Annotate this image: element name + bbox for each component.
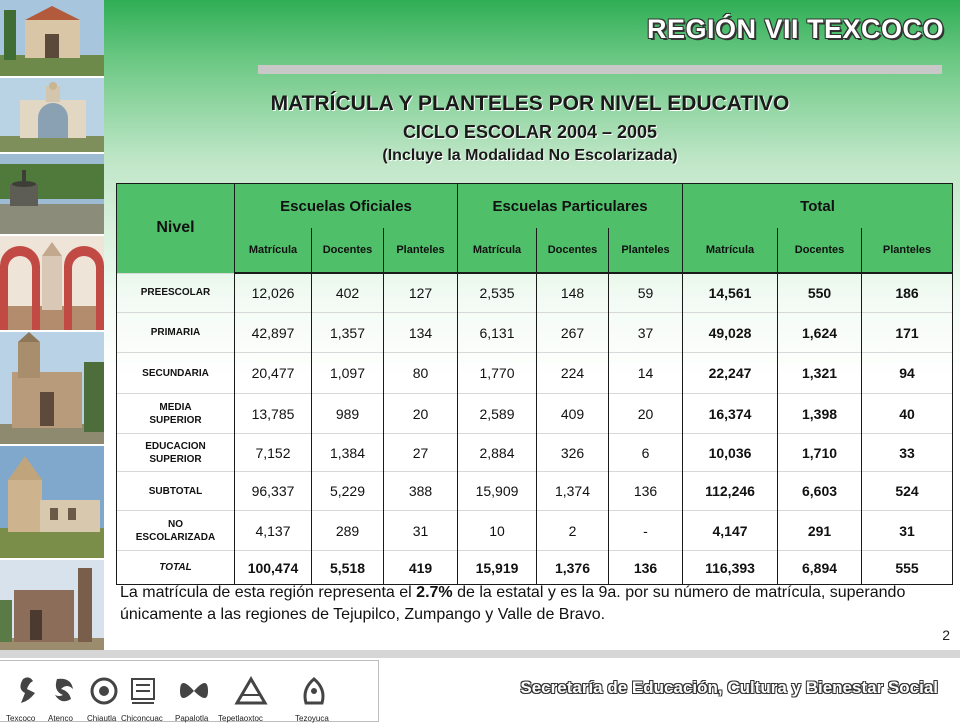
row-label-line: SUPERIOR (149, 453, 202, 465)
ruins-photo (0, 560, 104, 662)
share-percentage: 2.7% (416, 584, 453, 601)
region-title: REGIÓN VII TEXCOCO (646, 14, 944, 44)
row-label-line: SECUNDARIA (142, 367, 209, 379)
table-cell: 326 (537, 434, 609, 472)
summary-note-text: La matrícula de esta región representa el (120, 584, 417, 601)
table-row (117, 551, 953, 585)
row-label-line: MEDIA (159, 401, 192, 413)
group-header-total: Total (683, 184, 953, 229)
column-header: Matrícula (235, 228, 312, 273)
table-cell: 20,477 (235, 353, 312, 394)
summary-note (120, 582, 960, 626)
cathedral-photo (0, 332, 104, 446)
table-cell: 6 (609, 434, 683, 472)
tezoyuca-glyph-icon (296, 675, 332, 707)
table-cell: 14,561 (683, 273, 778, 313)
ministry-name: Secretaría de Educación, Cultura y Bienestar Social (520, 678, 938, 697)
table-cell: 1,398 (778, 394, 862, 434)
table-cell: 2 (537, 511, 609, 551)
table-cell: 2,589 (458, 394, 537, 434)
table-cell: 1,321 (778, 353, 862, 394)
table-cell: 267 (537, 313, 609, 353)
church-photo-1 (0, 0, 104, 78)
table-cell: - (609, 511, 683, 551)
row-label (117, 472, 235, 511)
page-number: 2 (942, 627, 950, 643)
table-cell: 409 (537, 394, 609, 434)
table-cell: 419 (384, 551, 458, 585)
table-cell: 112,246 (683, 472, 778, 511)
school-cycle-subtitle: CICLO ESCOLAR 2004 – 2005 (402, 122, 658, 142)
tepetlaoxtoc-glyph-icon (233, 675, 269, 707)
table-cell: 134 (384, 313, 458, 353)
table-cell: 224 (537, 353, 609, 394)
table-row (117, 511, 953, 551)
atenco-glyph-icon (47, 675, 83, 707)
table-cell: 13,785 (235, 394, 312, 434)
table-cell: 291 (778, 511, 862, 551)
table-body (117, 273, 953, 585)
table-cell: 550 (778, 273, 862, 313)
table-cell: 59 (609, 273, 683, 313)
table-cell: 33 (862, 434, 953, 472)
table-cell: 31 (862, 511, 953, 551)
table-cell: 5,518 (312, 551, 384, 585)
table-cell: 10,036 (683, 434, 778, 472)
table-cell: 20 (384, 394, 458, 434)
column-header: Matrícula (458, 228, 537, 273)
table-cell: 12,026 (235, 273, 312, 313)
logo-label: Papalotla (175, 714, 209, 723)
table-cell: 4,137 (235, 511, 312, 551)
table-cell: 4,147 (683, 511, 778, 551)
table-row (117, 472, 953, 511)
table-cell: 5,229 (312, 472, 384, 511)
enrollment-table (116, 183, 953, 585)
row-label-line: EDUCACION (145, 440, 206, 452)
column-header: Docentes (312, 228, 384, 273)
texcoco-glyph-icon (9, 675, 45, 707)
table-cell: 2,535 (458, 273, 537, 313)
table-cell: 94 (862, 353, 953, 394)
title-underline-bar (258, 65, 942, 74)
column-header: Docentes (778, 228, 862, 273)
table-row (117, 273, 953, 313)
table-cell: 15,919 (458, 551, 537, 585)
table-cell: 14 (609, 353, 683, 394)
table-cell: 171 (862, 313, 953, 353)
table-cell: 100,474 (235, 551, 312, 585)
row-label-line: PRIMARIA (150, 327, 201, 338)
group-header-oficiales: Escuelas Oficiales (235, 184, 458, 229)
table-cell: 116,393 (683, 551, 778, 585)
group-header-particulares: Escuelas Particulares (458, 184, 683, 229)
table-cell: 1,374 (537, 472, 609, 511)
papalotla-glyph-icon (176, 675, 212, 707)
table-row (117, 434, 953, 472)
row-label (117, 273, 235, 313)
row-label-line: ESCOLARIZADA (135, 531, 216, 543)
table-cell: 96,337 (235, 472, 312, 511)
row-label-line: SUPERIOR (149, 414, 202, 426)
table-cell: 555 (862, 551, 953, 585)
table-cell: 1,710 (778, 434, 862, 472)
column-header: Planteles (609, 228, 683, 273)
row-label-line: PREESCOLAR (140, 287, 211, 299)
table-cell: 402 (312, 273, 384, 313)
table-cell: 148 (537, 273, 609, 313)
table-cell: 136 (609, 551, 683, 585)
table-cell: 1,376 (537, 551, 609, 585)
column-header: Planteles (862, 228, 953, 273)
chiconcuac-glyph-icon (124, 675, 160, 707)
row-label-line: NO (168, 518, 183, 530)
logo-label: Chiautla (87, 714, 117, 723)
row-label (117, 434, 235, 472)
logo-label: Tepetlaoxtoc (218, 714, 263, 723)
table-cell: 49,028 (683, 313, 778, 353)
table-cell: 27 (384, 434, 458, 472)
table-cell: 6,603 (778, 472, 862, 511)
logo-label: Texcoco (6, 714, 36, 723)
row-label (117, 313, 235, 353)
footer (0, 650, 960, 723)
row-label-line: SUBTOTAL (148, 485, 203, 497)
table-cell: 1,384 (312, 434, 384, 472)
logo-label: Atenco (48, 714, 73, 723)
table-cell: 10 (458, 511, 537, 551)
row-label (117, 511, 235, 551)
table-cell: 7,152 (235, 434, 312, 472)
table-cell: 15,909 (458, 472, 537, 511)
column-header: Matrícula (683, 228, 778, 273)
table-cell: 31 (384, 511, 458, 551)
table-cell: 388 (384, 472, 458, 511)
row-label (117, 551, 235, 585)
table-cell: 127 (384, 273, 458, 313)
arch-photo (0, 78, 104, 154)
footer-divider (0, 650, 960, 658)
table-cell: 20 (609, 394, 683, 434)
table-cell: 989 (312, 394, 384, 434)
column-header: Docentes (537, 228, 609, 273)
hacienda-photo (0, 446, 104, 560)
row-label (117, 353, 235, 394)
photo-strip (0, 0, 104, 660)
municipality-logos (0, 660, 379, 722)
logo-label: Chiconcuac (121, 714, 163, 723)
table-row (117, 353, 953, 394)
table-cell: 524 (862, 472, 953, 511)
modality-note: (Incluye la Modalidad No Escolarizada) (382, 147, 678, 164)
church-arches-photo (0, 236, 104, 332)
table-row (117, 313, 953, 353)
table-cell: 289 (312, 511, 384, 551)
table-cell: 1,770 (458, 353, 537, 394)
table-cell: 22,247 (683, 353, 778, 394)
table-cell: 42,897 (235, 313, 312, 353)
table-cell: 37 (609, 313, 683, 353)
logo-label: Tezoyuca (295, 714, 329, 723)
fountain-photo (0, 154, 104, 236)
column-header: Planteles (384, 228, 458, 273)
summary-note-text-end: de la estatal y es la 9a. por su número de matrícula, superando únicamente a las regiones de Tejupilco, Zumpango y Valle de Bravo. (120, 584, 906, 623)
table-cell: 40 (862, 394, 953, 434)
table-cell: 1,357 (312, 313, 384, 353)
chiautla-glyph-icon (86, 675, 122, 707)
table-cell: 186 (862, 273, 953, 313)
table-row (117, 394, 953, 434)
table-cell: 6,894 (778, 551, 862, 585)
table-cell: 2,884 (458, 434, 537, 472)
row-label-line: TOTAL (159, 562, 192, 573)
table-cell: 1,624 (778, 313, 862, 353)
table-cell: 136 (609, 472, 683, 511)
row-label (117, 394, 235, 434)
table-cell: 16,374 (683, 394, 778, 434)
table-cell: 1,097 (312, 353, 384, 394)
table-cell: 80 (384, 353, 458, 394)
nivel-header: Nivel (117, 184, 235, 274)
table-cell: 6,131 (458, 313, 537, 353)
slide-title: MATRÍCULA Y PLANTELES POR NIVEL EDUCATIVO (270, 92, 790, 115)
